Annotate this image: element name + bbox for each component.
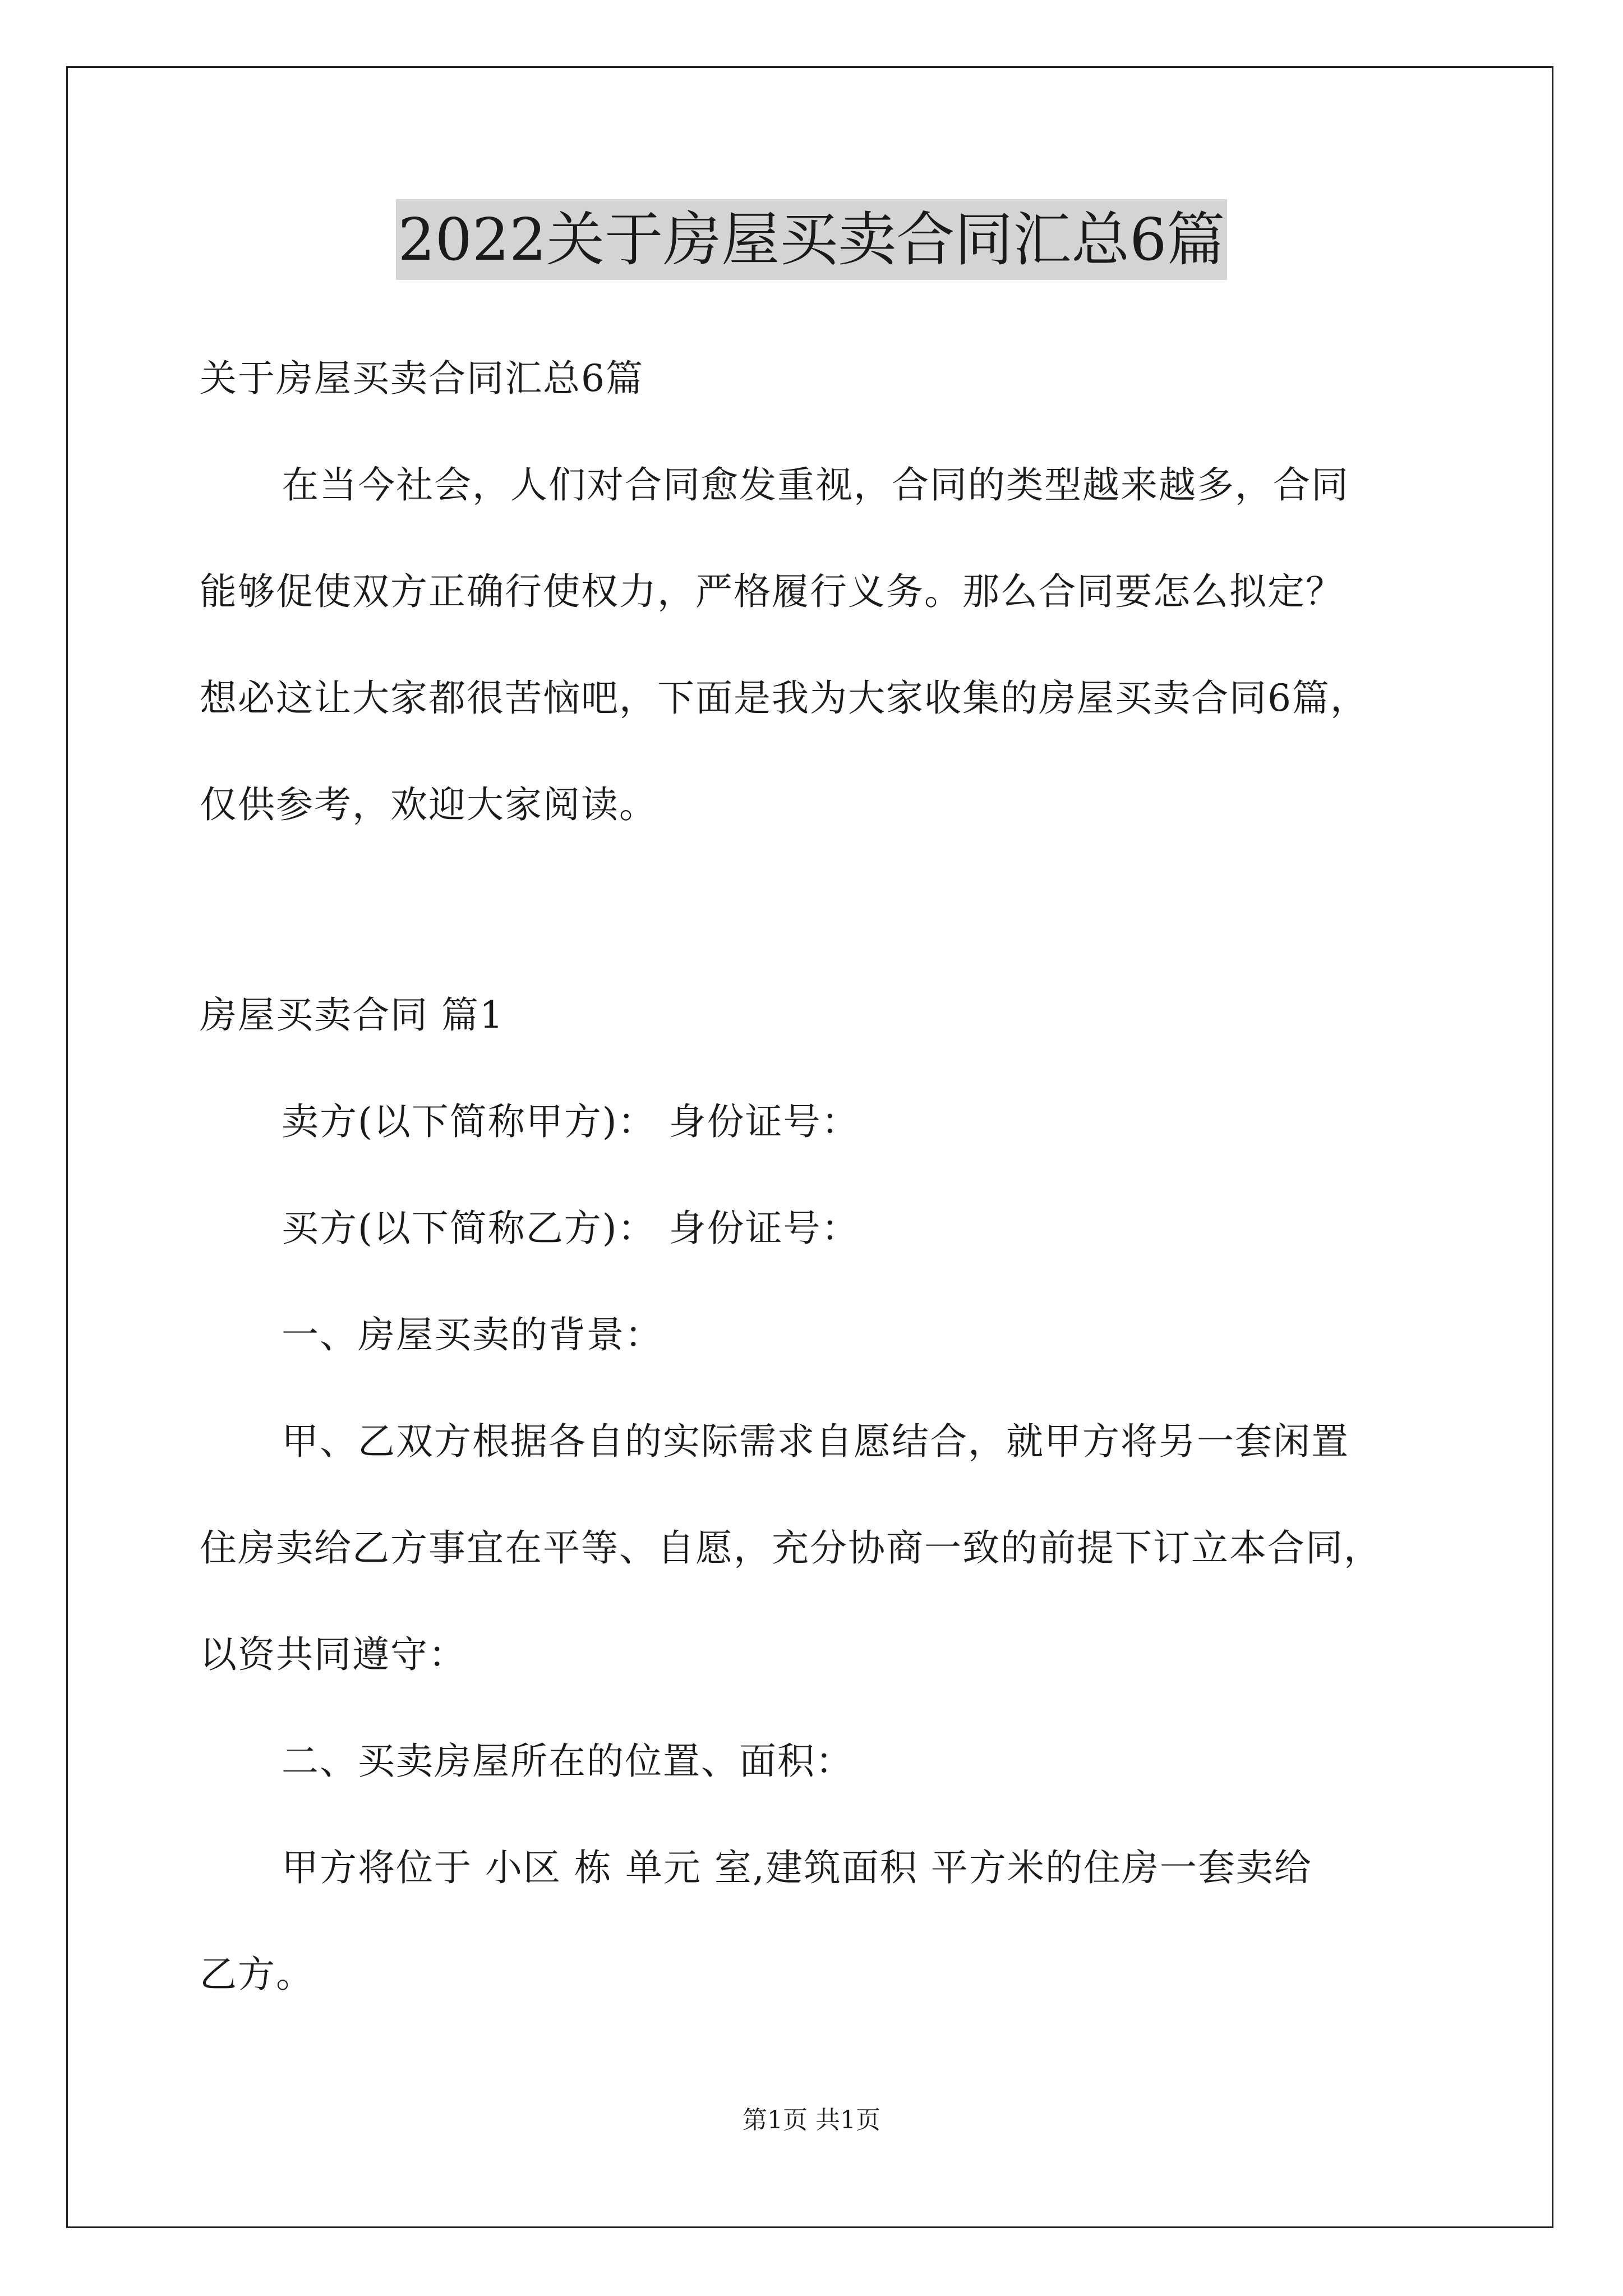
clause-2-heading: 二、买卖房屋所在的位置、面积： (282, 1740, 854, 1783)
clause-1-line-2: 住房卖给乙方事宜在平等、自愿，充分协商一致的前提下订立本合同， (200, 1526, 1382, 1570)
intro-line-3: 想必这让大家都很苦恼吧，下面是我为大家收集的房屋买卖合同6篇， (200, 677, 1368, 720)
intro-line-4: 仅供参考，欢迎大家阅读。 (200, 783, 657, 826)
intro-line-2: 能够促使双方正确行使权力，严格履行义务。那么合同要怎么拟定？ (200, 570, 1344, 613)
title-container (0, 199, 1623, 280)
section-heading: 房屋买卖合同 篇1 (200, 993, 504, 1037)
clause-1-line-3: 以资共同遵守： (200, 1633, 467, 1676)
seller-line: 卖方(以下简称甲方)： 身份证号： (282, 1100, 860, 1143)
buyer-line: 买方(以下简称乙方)： 身份证号： (282, 1207, 860, 1250)
document-title: 2022关于房屋买卖合同汇总6篇 (396, 199, 1228, 280)
clause-1-line-1: 甲、乙双方根据各自的实际需求自愿结合，就甲方将另一套闲置 (282, 1420, 1349, 1463)
document-subtitle: 关于房屋买卖合同汇总6篇 (200, 357, 644, 400)
page-number-footer: 第1页 共1页 (743, 2106, 880, 2134)
clause-2-line-2: 乙方。 (200, 1953, 314, 1996)
clause-1-heading: 一、房屋买卖的背景： (282, 1313, 663, 1356)
intro-line-1: 在当今社会，人们对合同愈发重视，合同的类型越来越多，合同 (282, 463, 1349, 507)
clause-2-line-1: 甲方将位于 小区 栋 单元 室,建筑面积 平方米的住房一套卖给 (282, 1846, 1312, 1889)
